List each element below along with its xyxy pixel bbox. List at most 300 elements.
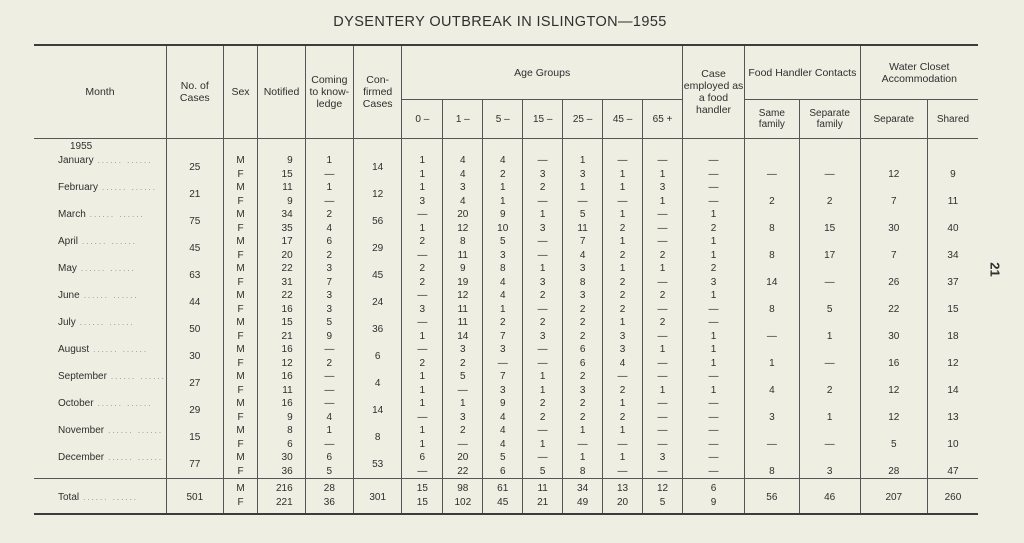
total-age-1-f: 102 xyxy=(443,496,483,514)
month-august-same-family: 1 xyxy=(745,343,800,370)
month-february-label xyxy=(34,181,166,208)
total-age-3-m: 11 xyxy=(523,479,563,497)
total-wc-shared: 260 xyxy=(927,479,978,515)
month-january-age-5-f: 1 xyxy=(603,168,643,182)
month-november-age-2-f: 4 xyxy=(483,438,523,452)
total-separate-family: 46 xyxy=(799,479,860,515)
month-september-sex-m: M xyxy=(223,370,258,384)
month-january-label xyxy=(34,154,166,181)
month-july-age-1-m: 11 xyxy=(443,316,483,330)
month-july-sex-f: F xyxy=(223,330,258,344)
header-age-1: 1 – xyxy=(443,100,483,139)
month-june-notified-m: 22 xyxy=(258,289,305,303)
total-age-4-f: 49 xyxy=(563,496,603,514)
total-sex-f: F xyxy=(223,496,258,514)
month-october-age-2-f: 4 xyxy=(483,411,523,425)
month-april-age-0-m: 2 xyxy=(402,235,443,249)
month-december-age-3-f: 5 xyxy=(523,465,563,479)
month-february-cases: 21 xyxy=(166,181,223,208)
header-employed: Case employed as a food handler xyxy=(683,45,745,139)
month-february-age-1-f: 4 xyxy=(443,195,483,209)
month-december-coming-m: 6 xyxy=(305,451,353,465)
month-march-age-0-f: 1 xyxy=(402,222,443,236)
total-coming-f: 36 xyxy=(305,496,353,514)
month-april-wc-separate: 7 xyxy=(860,235,927,262)
month-march-age-0-m: — xyxy=(402,208,443,222)
month-may-separate-family: — xyxy=(799,262,860,289)
month-august-age-4-f: 6 xyxy=(563,357,603,371)
month-september-age-1-m: 5 xyxy=(443,370,483,384)
header-month: Month xyxy=(34,45,166,139)
total-age-1-m: 98 xyxy=(443,479,483,497)
month-march-cases: 75 xyxy=(166,208,223,235)
month-february-coming-f: — xyxy=(305,195,353,209)
month-december-age-4-m: 1 xyxy=(563,451,603,465)
month-january-age-0-f: 1 xyxy=(402,168,443,182)
month-august-coming-f: 2 xyxy=(305,357,353,371)
month-november-age-6-f: — xyxy=(643,438,683,452)
month-april-age-5-m: 1 xyxy=(603,235,643,249)
month-april-age-1-m: 8 xyxy=(443,235,483,249)
total-name: Total xyxy=(58,491,80,503)
header-cases: No. of Cases xyxy=(166,45,223,139)
leader-dots: ...... ...... xyxy=(97,399,153,408)
month-september-employed-m: — xyxy=(683,370,745,384)
month-january-coming-m: 1 xyxy=(305,154,353,168)
month-june-sex-f: F xyxy=(223,303,258,317)
month-february-sex-f: F xyxy=(223,195,258,209)
month-january-notified-m: 9 xyxy=(258,154,305,168)
total-age-2-m: 61 xyxy=(483,479,523,497)
month-february-separate-family: 2 xyxy=(799,181,860,208)
month-october-age-4-f: 2 xyxy=(563,411,603,425)
month-july-age-5-m: 1 xyxy=(603,316,643,330)
month-march-age-4-m: 5 xyxy=(563,208,603,222)
month-december-age-5-m: 1 xyxy=(603,451,643,465)
month-august-label xyxy=(34,343,166,370)
month-name: April xyxy=(58,236,79,247)
total-age-5-f: 20 xyxy=(603,496,643,514)
month-june-coming-f: 3 xyxy=(305,303,353,317)
total-wc-separate: 207 xyxy=(860,479,927,515)
month-november-age-3-m: — xyxy=(523,424,563,438)
month-april-age-0-f: — xyxy=(402,249,443,263)
month-june-age-6-m: 2 xyxy=(643,289,683,303)
leader-dots: ...... ...... xyxy=(93,345,149,354)
month-june-age-3-f: — xyxy=(523,303,563,317)
month-january-age-4-f: 3 xyxy=(563,168,603,182)
month-february-coming-m: 1 xyxy=(305,181,353,195)
month-january-separate-family: — xyxy=(799,154,860,181)
month-july-coming-f: 9 xyxy=(305,330,353,344)
month-march-age-4-f: 11 xyxy=(563,222,603,236)
table-row xyxy=(34,316,978,330)
total-age-6-f: 5 xyxy=(643,496,683,514)
table-row xyxy=(34,262,978,276)
month-may-cases: 63 xyxy=(166,262,223,289)
month-june-age-4-f: 2 xyxy=(563,303,603,317)
month-january-cases: 25 xyxy=(166,154,223,181)
month-march-sex-f: F xyxy=(223,222,258,236)
month-december-age-5-f: — xyxy=(603,465,643,479)
month-july-age-6-m: 2 xyxy=(643,316,683,330)
month-november-label xyxy=(34,424,166,451)
month-september-age-5-m: — xyxy=(603,370,643,384)
total-cases: 501 xyxy=(166,479,223,515)
total-age-0-m: 15 xyxy=(402,479,443,497)
month-june-coming-m: 3 xyxy=(305,289,353,303)
month-june-confirmed: 24 xyxy=(354,289,402,316)
month-june-age-0-m: — xyxy=(402,289,443,303)
month-april-age-6-m: — xyxy=(643,235,683,249)
month-november-sex-m: M xyxy=(223,424,258,438)
month-may-employed-f: 3 xyxy=(683,276,745,290)
total-notified-m: 216 xyxy=(258,479,305,497)
month-february-employed-f: — xyxy=(683,195,745,209)
month-february-notified-f: 9 xyxy=(258,195,305,209)
month-april-sex-f: F xyxy=(223,249,258,263)
month-august-wc-separate: 16 xyxy=(860,343,927,370)
month-march-employed-f: 2 xyxy=(683,222,745,236)
month-february-age-3-m: 2 xyxy=(523,181,563,195)
table-row xyxy=(34,451,978,465)
total-age-3-f: 21 xyxy=(523,496,563,514)
month-october-coming-m: — xyxy=(305,397,353,411)
month-april-age-4-m: 7 xyxy=(563,235,603,249)
table-row xyxy=(34,181,978,195)
month-july-age-1-f: 14 xyxy=(443,330,483,344)
month-july-age-5-f: 3 xyxy=(603,330,643,344)
header-age-15: 15 – xyxy=(523,100,563,139)
month-september-sex-f: F xyxy=(223,384,258,398)
month-name: June xyxy=(58,290,80,301)
month-july-age-3-m: 2 xyxy=(523,316,563,330)
month-april-notified-m: 17 xyxy=(258,235,305,249)
month-october-age-5-f: 2 xyxy=(603,411,643,425)
month-february-age-1-m: 3 xyxy=(443,181,483,195)
month-name: December xyxy=(58,452,105,463)
month-september-age-4-f: 3 xyxy=(563,384,603,398)
month-march-age-1-m: 20 xyxy=(443,208,483,222)
header-age-0: 0 – xyxy=(402,100,443,139)
month-november-age-5-m: 1 xyxy=(603,424,643,438)
month-december-same-family: 8 xyxy=(745,451,800,479)
month-january-confirmed: 14 xyxy=(354,154,402,181)
month-august-notified-m: 16 xyxy=(258,343,305,357)
month-july-notified-f: 21 xyxy=(258,330,305,344)
month-february-age-2-m: 1 xyxy=(483,181,523,195)
month-september-cases: 27 xyxy=(166,370,223,397)
header-sex: Sex xyxy=(223,45,258,139)
month-december-age-2-m: 5 xyxy=(483,451,523,465)
month-october-sex-f: F xyxy=(223,411,258,425)
month-august-age-0-f: 2 xyxy=(402,357,443,371)
month-april-age-3-f: — xyxy=(523,249,563,263)
month-january-sex-m: M xyxy=(223,154,258,168)
month-december-employed-f: — xyxy=(683,465,745,479)
month-september-age-0-f: 1 xyxy=(402,384,443,398)
month-january-age-1-m: 4 xyxy=(443,154,483,168)
month-january-employed-m: — xyxy=(683,154,745,168)
month-july-age-2-m: 2 xyxy=(483,316,523,330)
month-april-confirmed: 29 xyxy=(354,235,402,262)
month-december-notified-f: 36 xyxy=(258,465,305,479)
month-april-coming-f: 2 xyxy=(305,249,353,263)
month-august-age-4-m: 6 xyxy=(563,343,603,357)
month-august-age-2-m: 3 xyxy=(483,343,523,357)
month-december-age-1-m: 20 xyxy=(443,451,483,465)
leader-dots: ...... ...... xyxy=(79,318,135,327)
month-november-wc-shared: 10 xyxy=(947,438,959,450)
month-may-notified-m: 22 xyxy=(258,262,305,276)
month-september-age-3-m: 1 xyxy=(523,370,563,384)
month-april-label xyxy=(34,235,166,262)
month-january-age-2-m: 4 xyxy=(483,154,523,168)
leader-dots: ...... ...... xyxy=(82,237,137,246)
month-march-employed-m: 1 xyxy=(683,208,745,222)
month-may-age-5-m: 1 xyxy=(603,262,643,276)
month-september-notified-m: 16 xyxy=(258,370,305,384)
month-october-age-1-f: 3 xyxy=(443,411,483,425)
month-april-age-2-f: 3 xyxy=(483,249,523,263)
month-july-confirmed: 36 xyxy=(354,316,402,343)
month-september-age-2-m: 7 xyxy=(483,370,523,384)
year-label: 1955 xyxy=(34,139,166,155)
month-may-age-3-f: 3 xyxy=(523,276,563,290)
header-food-contacts: Food Handler Contacts xyxy=(745,45,861,100)
total-age-0-f: 15 xyxy=(402,496,443,514)
month-july-same-family: — xyxy=(745,316,800,343)
month-november-age-1-m: 2 xyxy=(443,424,483,438)
month-october-same-family: 3 xyxy=(745,397,800,424)
month-december-sex-f: F xyxy=(223,465,258,479)
month-march-age-6-f: — xyxy=(643,222,683,236)
month-january-age-4-m: 1 xyxy=(563,154,603,168)
month-september-age-6-m: — xyxy=(643,370,683,384)
month-march-separate-family: 15 xyxy=(799,208,860,235)
header-same-family: Same family xyxy=(745,100,800,139)
month-october-employed-f: — xyxy=(683,411,745,425)
header-wc-separate: Separate xyxy=(860,100,927,139)
month-may-age-5-f: 2 xyxy=(603,276,643,290)
month-november-age-4-f: — xyxy=(563,438,603,452)
month-september-confirmed: 4 xyxy=(354,370,402,397)
month-june-employed-f: — xyxy=(683,303,745,317)
month-name: July xyxy=(58,317,76,328)
month-february-age-2-f: 1 xyxy=(483,195,523,209)
month-april-age-5-f: 2 xyxy=(603,249,643,263)
month-december-wc-separate: 28 xyxy=(860,451,927,479)
month-june-age-2-f: 1 xyxy=(483,303,523,317)
month-december-separate-family: 3 xyxy=(799,451,860,479)
month-january-age-6-f: 1 xyxy=(643,168,683,182)
month-june-age-6-f: — xyxy=(643,303,683,317)
month-march-wc-separate: 30 xyxy=(860,208,927,235)
month-july-employed-f: 1 xyxy=(683,330,745,344)
month-name: August xyxy=(58,344,90,355)
month-may-employed-m: 2 xyxy=(683,262,745,276)
month-november-age-0-f: 1 xyxy=(402,438,443,452)
month-august-employed-f: 1 xyxy=(683,357,745,371)
month-november-employed-f: — xyxy=(683,438,745,452)
month-june-age-2-m: 4 xyxy=(483,289,523,303)
month-january-wc-separate: 12 xyxy=(860,154,927,181)
month-august-age-6-f: — xyxy=(643,357,683,371)
month-august-age-3-m: — xyxy=(523,343,563,357)
month-march-confirmed: 56 xyxy=(354,208,402,235)
month-july-sex-m: M xyxy=(223,316,258,330)
month-september-age-4-m: 2 xyxy=(563,370,603,384)
month-july-age-6-f: — xyxy=(643,330,683,344)
month-march-coming-f: 4 xyxy=(305,222,353,236)
month-october-cases: 29 xyxy=(166,397,223,424)
leader-dots: ...... ...... xyxy=(108,453,164,462)
month-april-age-4-f: 4 xyxy=(563,249,603,263)
month-september-employed-f: 1 xyxy=(683,384,745,398)
month-april-age-1-f: 11 xyxy=(443,249,483,263)
dysentery-table xyxy=(34,44,978,515)
month-may-same-family: 14 xyxy=(745,262,800,289)
month-name: September xyxy=(58,371,107,382)
month-may-age-2-m: 8 xyxy=(483,262,523,276)
month-september-label xyxy=(34,370,166,397)
month-june-wc-shared: 15 xyxy=(947,303,959,315)
month-october-label xyxy=(34,397,166,424)
month-december-age-3-m: — xyxy=(523,451,563,465)
month-november-age-5-f: — xyxy=(603,438,643,452)
month-december-notified-m: 30 xyxy=(258,451,305,465)
total-label xyxy=(34,479,166,515)
month-march-coming-m: 2 xyxy=(305,208,353,222)
month-july-employed-m: — xyxy=(683,316,745,330)
month-july-label xyxy=(34,316,166,343)
leader-dots: ...... ...... xyxy=(83,291,139,300)
month-february-wc-separate: 7 xyxy=(860,181,927,208)
month-november-notified-m: 8 xyxy=(258,424,305,438)
month-december-age-1-f: 22 xyxy=(443,465,483,479)
month-november-age-6-m: — xyxy=(643,424,683,438)
month-july-wc-shared: 18 xyxy=(947,330,959,342)
month-july-age-4-m: 2 xyxy=(563,316,603,330)
month-november-sex-f: F xyxy=(223,438,258,452)
month-june-age-3-m: 2 xyxy=(523,289,563,303)
month-april-notified-f: 20 xyxy=(258,249,305,263)
month-august-notified-f: 12 xyxy=(258,357,305,371)
month-may-wc-separate: 26 xyxy=(860,262,927,289)
month-april-same-family: 8 xyxy=(745,235,800,262)
month-january-age-1-f: 4 xyxy=(443,168,483,182)
month-july-age-3-f: 3 xyxy=(523,330,563,344)
month-december-employed-m: — xyxy=(683,451,745,465)
month-june-employed-m: 1 xyxy=(683,289,745,303)
month-august-age-6-m: 1 xyxy=(643,343,683,357)
month-november-age-3-f: 1 xyxy=(523,438,563,452)
month-march-label xyxy=(34,208,166,235)
month-january-notified-f: 15 xyxy=(258,168,305,182)
total-age-2-f: 45 xyxy=(483,496,523,514)
month-august-coming-m: — xyxy=(305,343,353,357)
month-october-coming-f: 4 xyxy=(305,411,353,425)
month-february-age-4-m: 1 xyxy=(563,181,603,195)
month-october-wc-separate: 12 xyxy=(860,397,927,424)
month-april-age-6-f: 2 xyxy=(643,249,683,263)
month-january-same-family: — xyxy=(745,154,800,181)
month-september-age-6-f: 1 xyxy=(643,384,683,398)
total-confirmed: 301 xyxy=(354,479,402,515)
month-november-age-2-m: 4 xyxy=(483,424,523,438)
header-age-5: 5 – xyxy=(483,100,523,139)
month-name: November xyxy=(58,425,105,436)
header-notified: Notified xyxy=(258,45,305,139)
month-august-age-0-m: — xyxy=(402,343,443,357)
month-february-age-0-f: 3 xyxy=(402,195,443,209)
month-march-age-2-m: 9 xyxy=(483,208,523,222)
month-january-wc-shared: 9 xyxy=(950,168,956,180)
month-september-notified-f: 11 xyxy=(258,384,305,398)
month-march-sex-m: M xyxy=(223,208,258,222)
month-september-coming-m: — xyxy=(305,370,353,384)
month-april-sex-m: M xyxy=(223,235,258,249)
month-august-confirmed: 6 xyxy=(354,343,402,370)
total-employed-m: 6 xyxy=(683,479,745,497)
month-name: February xyxy=(58,182,99,193)
month-january-age-5-m: — xyxy=(603,154,643,168)
table-row xyxy=(34,370,978,384)
header-age-groups: Age Groups xyxy=(402,45,683,100)
month-february-same-family: 2 xyxy=(745,181,800,208)
month-august-age-3-f: — xyxy=(523,357,563,371)
month-march-age-3-f: 3 xyxy=(523,222,563,236)
month-july-wc-separate: 30 xyxy=(860,316,927,343)
month-september-age-1-f: — xyxy=(443,384,483,398)
month-july-separate-family: 1 xyxy=(799,316,860,343)
month-november-confirmed: 8 xyxy=(354,424,402,451)
month-november-age-0-m: 1 xyxy=(402,424,443,438)
month-may-coming-m: 3 xyxy=(305,262,353,276)
month-march-wc-shared: 40 xyxy=(947,222,959,234)
month-february-age-5-f: — xyxy=(603,195,643,209)
month-january-age-0-m: 1 xyxy=(402,154,443,168)
month-september-age-2-f: 3 xyxy=(483,384,523,398)
month-november-separate-family: — xyxy=(799,424,860,451)
table-row xyxy=(34,479,978,497)
month-october-wc-shared: 13 xyxy=(947,411,959,423)
leader-dots: ...... ...... xyxy=(108,426,164,435)
month-february-sex-m: M xyxy=(223,181,258,195)
month-august-age-2-f: — xyxy=(483,357,523,371)
month-december-age-0-f: — xyxy=(402,465,443,479)
total-same-family: 56 xyxy=(745,479,800,515)
month-october-employed-m: — xyxy=(683,397,745,411)
month-march-same-family: 8 xyxy=(745,208,800,235)
month-april-cases: 45 xyxy=(166,235,223,262)
month-july-coming-m: 5 xyxy=(305,316,353,330)
leader-dots: ...... ...... xyxy=(97,156,153,165)
month-june-same-family: 8 xyxy=(745,289,800,316)
month-july-cases: 50 xyxy=(166,316,223,343)
month-january-employed-f: — xyxy=(683,168,745,182)
month-august-employed-m: 1 xyxy=(683,343,745,357)
month-june-age-1-f: 11 xyxy=(443,303,483,317)
header-coming: Coming to know-ledge xyxy=(305,45,353,139)
table-row xyxy=(34,343,978,357)
month-january-age-3-f: 3 xyxy=(523,168,563,182)
month-july-age-0-m: — xyxy=(402,316,443,330)
total-employed-f: 9 xyxy=(683,496,745,514)
month-february-age-3-f: — xyxy=(523,195,563,209)
month-december-label xyxy=(34,451,166,479)
month-may-confirmed: 45 xyxy=(354,262,402,289)
